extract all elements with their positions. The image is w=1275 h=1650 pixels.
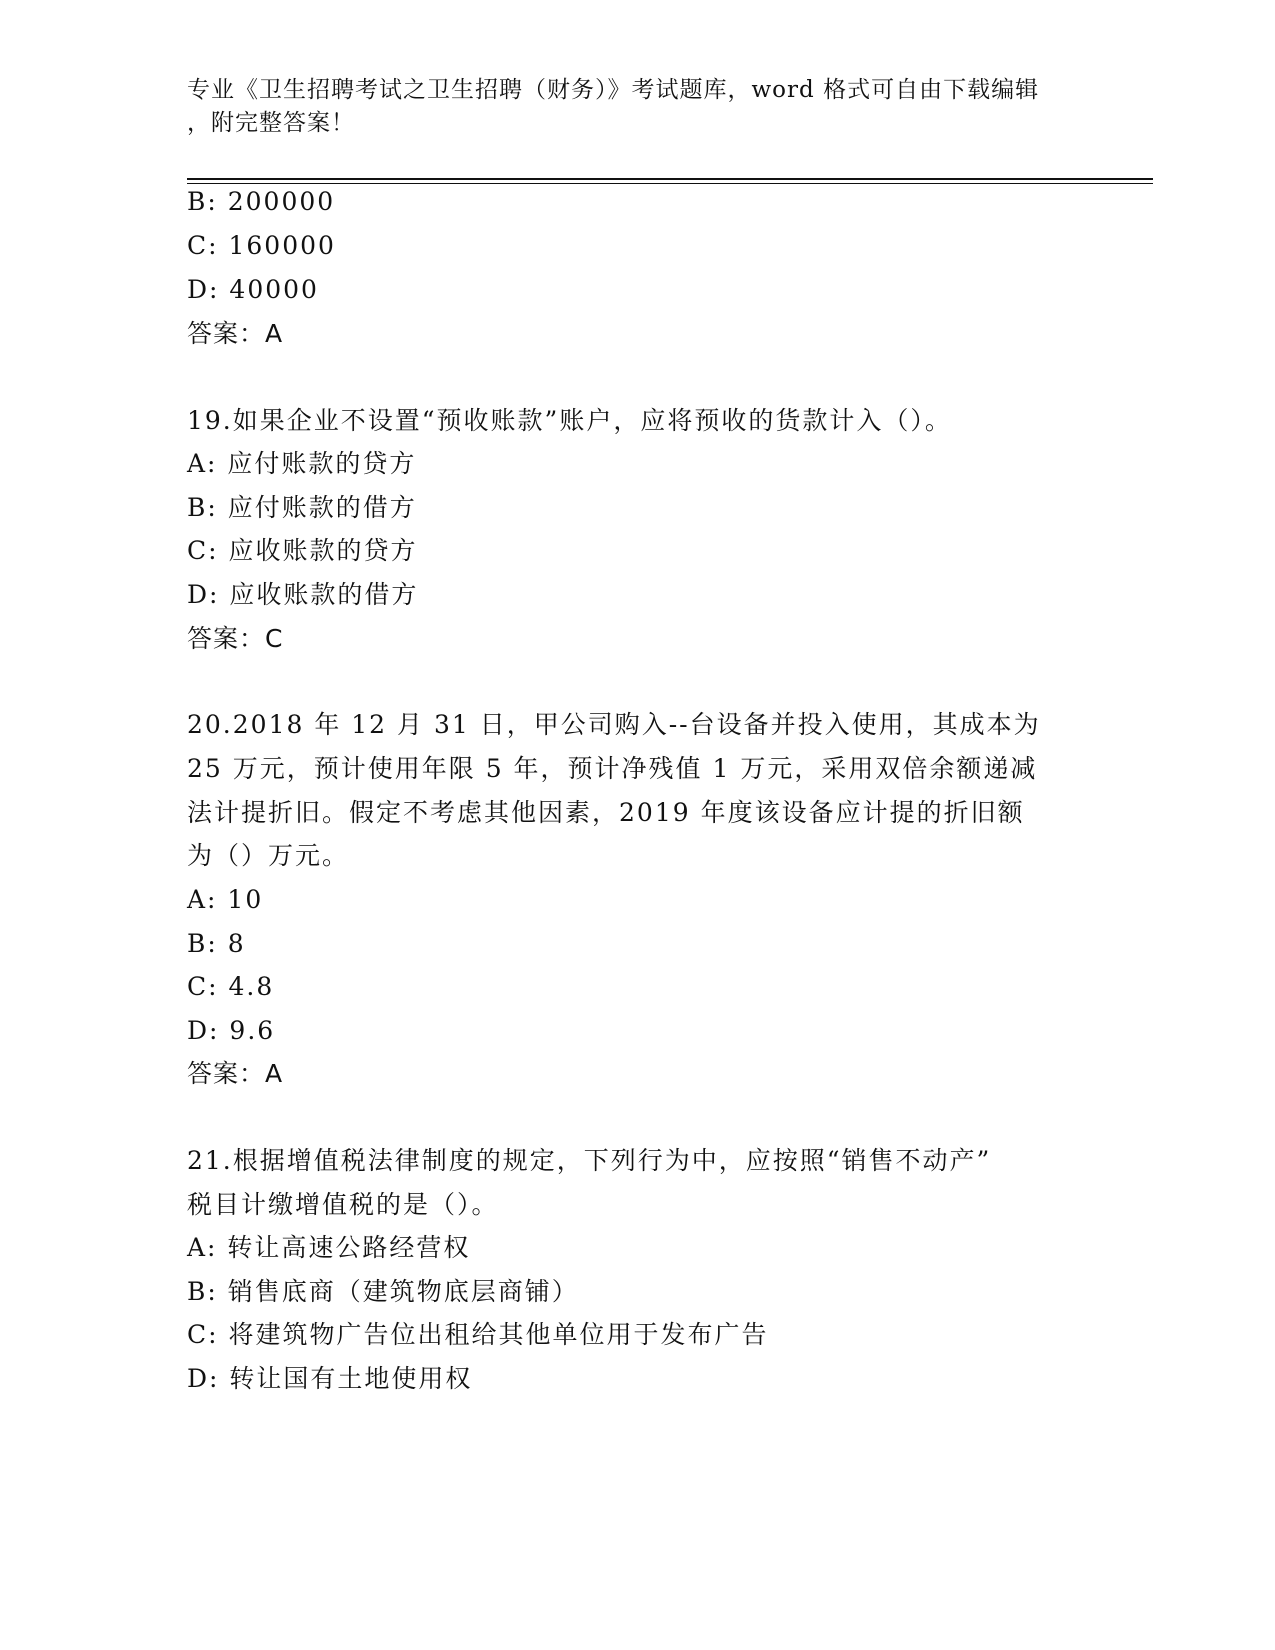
q20-answer: 答案：A bbox=[187, 1059, 284, 1088]
header-divider-thick bbox=[187, 178, 1153, 180]
q18-option-c: C: 160000 bbox=[187, 231, 336, 260]
q21-option-a: A: 转让高速公路经营权 bbox=[187, 1233, 471, 1262]
q20-stem-line-1: 20.2018 年 12 月 31 日，甲公司购入--台设备并投入使用，其成本为 bbox=[187, 710, 1041, 739]
q20-option-d: D: 9.6 bbox=[187, 1016, 276, 1045]
document-header bbox=[187, 74, 1067, 140]
q18-option-d: D: 40000 bbox=[187, 275, 319, 304]
q21-stem-line-1: 21.根据增值税法律制度的规定，下列行为中，应按照“销售不动产” bbox=[187, 1146, 992, 1175]
q19-option-b: B: 应付账款的借方 bbox=[187, 493, 417, 522]
header-divider-thin bbox=[187, 183, 1153, 184]
q20-option-a: A: 10 bbox=[187, 885, 264, 914]
q19-option-c: C: 应收账款的贷方 bbox=[187, 536, 418, 565]
q20-stem-line-2: 25 万元，预计使用年限 5 年，预计净残值 1 万元，采用双倍余额递减 bbox=[187, 754, 1038, 783]
q20-stem-line-4: 为（）万元。 bbox=[187, 841, 350, 870]
q21-option-c: C: 将建筑物广告位出租给其他单位用于发布广告 bbox=[187, 1320, 769, 1349]
q20-option-b: B: 8 bbox=[187, 929, 246, 958]
q20-option-c: C: 4.8 bbox=[187, 972, 275, 1001]
q19-option-d: D: 应收账款的借方 bbox=[187, 580, 419, 609]
q21-option-d: D: 转让国有土地使用权 bbox=[187, 1364, 473, 1393]
header-title-line-2: ，附完整答案！ bbox=[187, 110, 355, 136]
q21-stem-line-2: 税目计缴增值税的是（）。 bbox=[187, 1190, 499, 1219]
q19-option-a: A: 应付账款的贷方 bbox=[187, 449, 417, 478]
q20-stem-line-3: 法计提折旧。假定不考虑其他因素，2019 年度该设备应计提的折旧额 bbox=[187, 798, 1025, 827]
q19-stem: 19.如果企业不设置“预收账款”账户，应将预收的货款计入（）。 bbox=[187, 406, 952, 435]
header-title-line-1: 专业《卫生招聘考试之卫生招聘（财务）》考试题库，word 格式可自由下载编辑 bbox=[187, 77, 1040, 103]
q18-option-b: B: 200000 bbox=[187, 187, 336, 216]
q18-answer: 答案：A bbox=[187, 319, 284, 348]
q21-option-b: B: 销售底商（建筑物底层商铺） bbox=[187, 1277, 579, 1306]
q19-answer: 答案：C bbox=[187, 624, 284, 653]
